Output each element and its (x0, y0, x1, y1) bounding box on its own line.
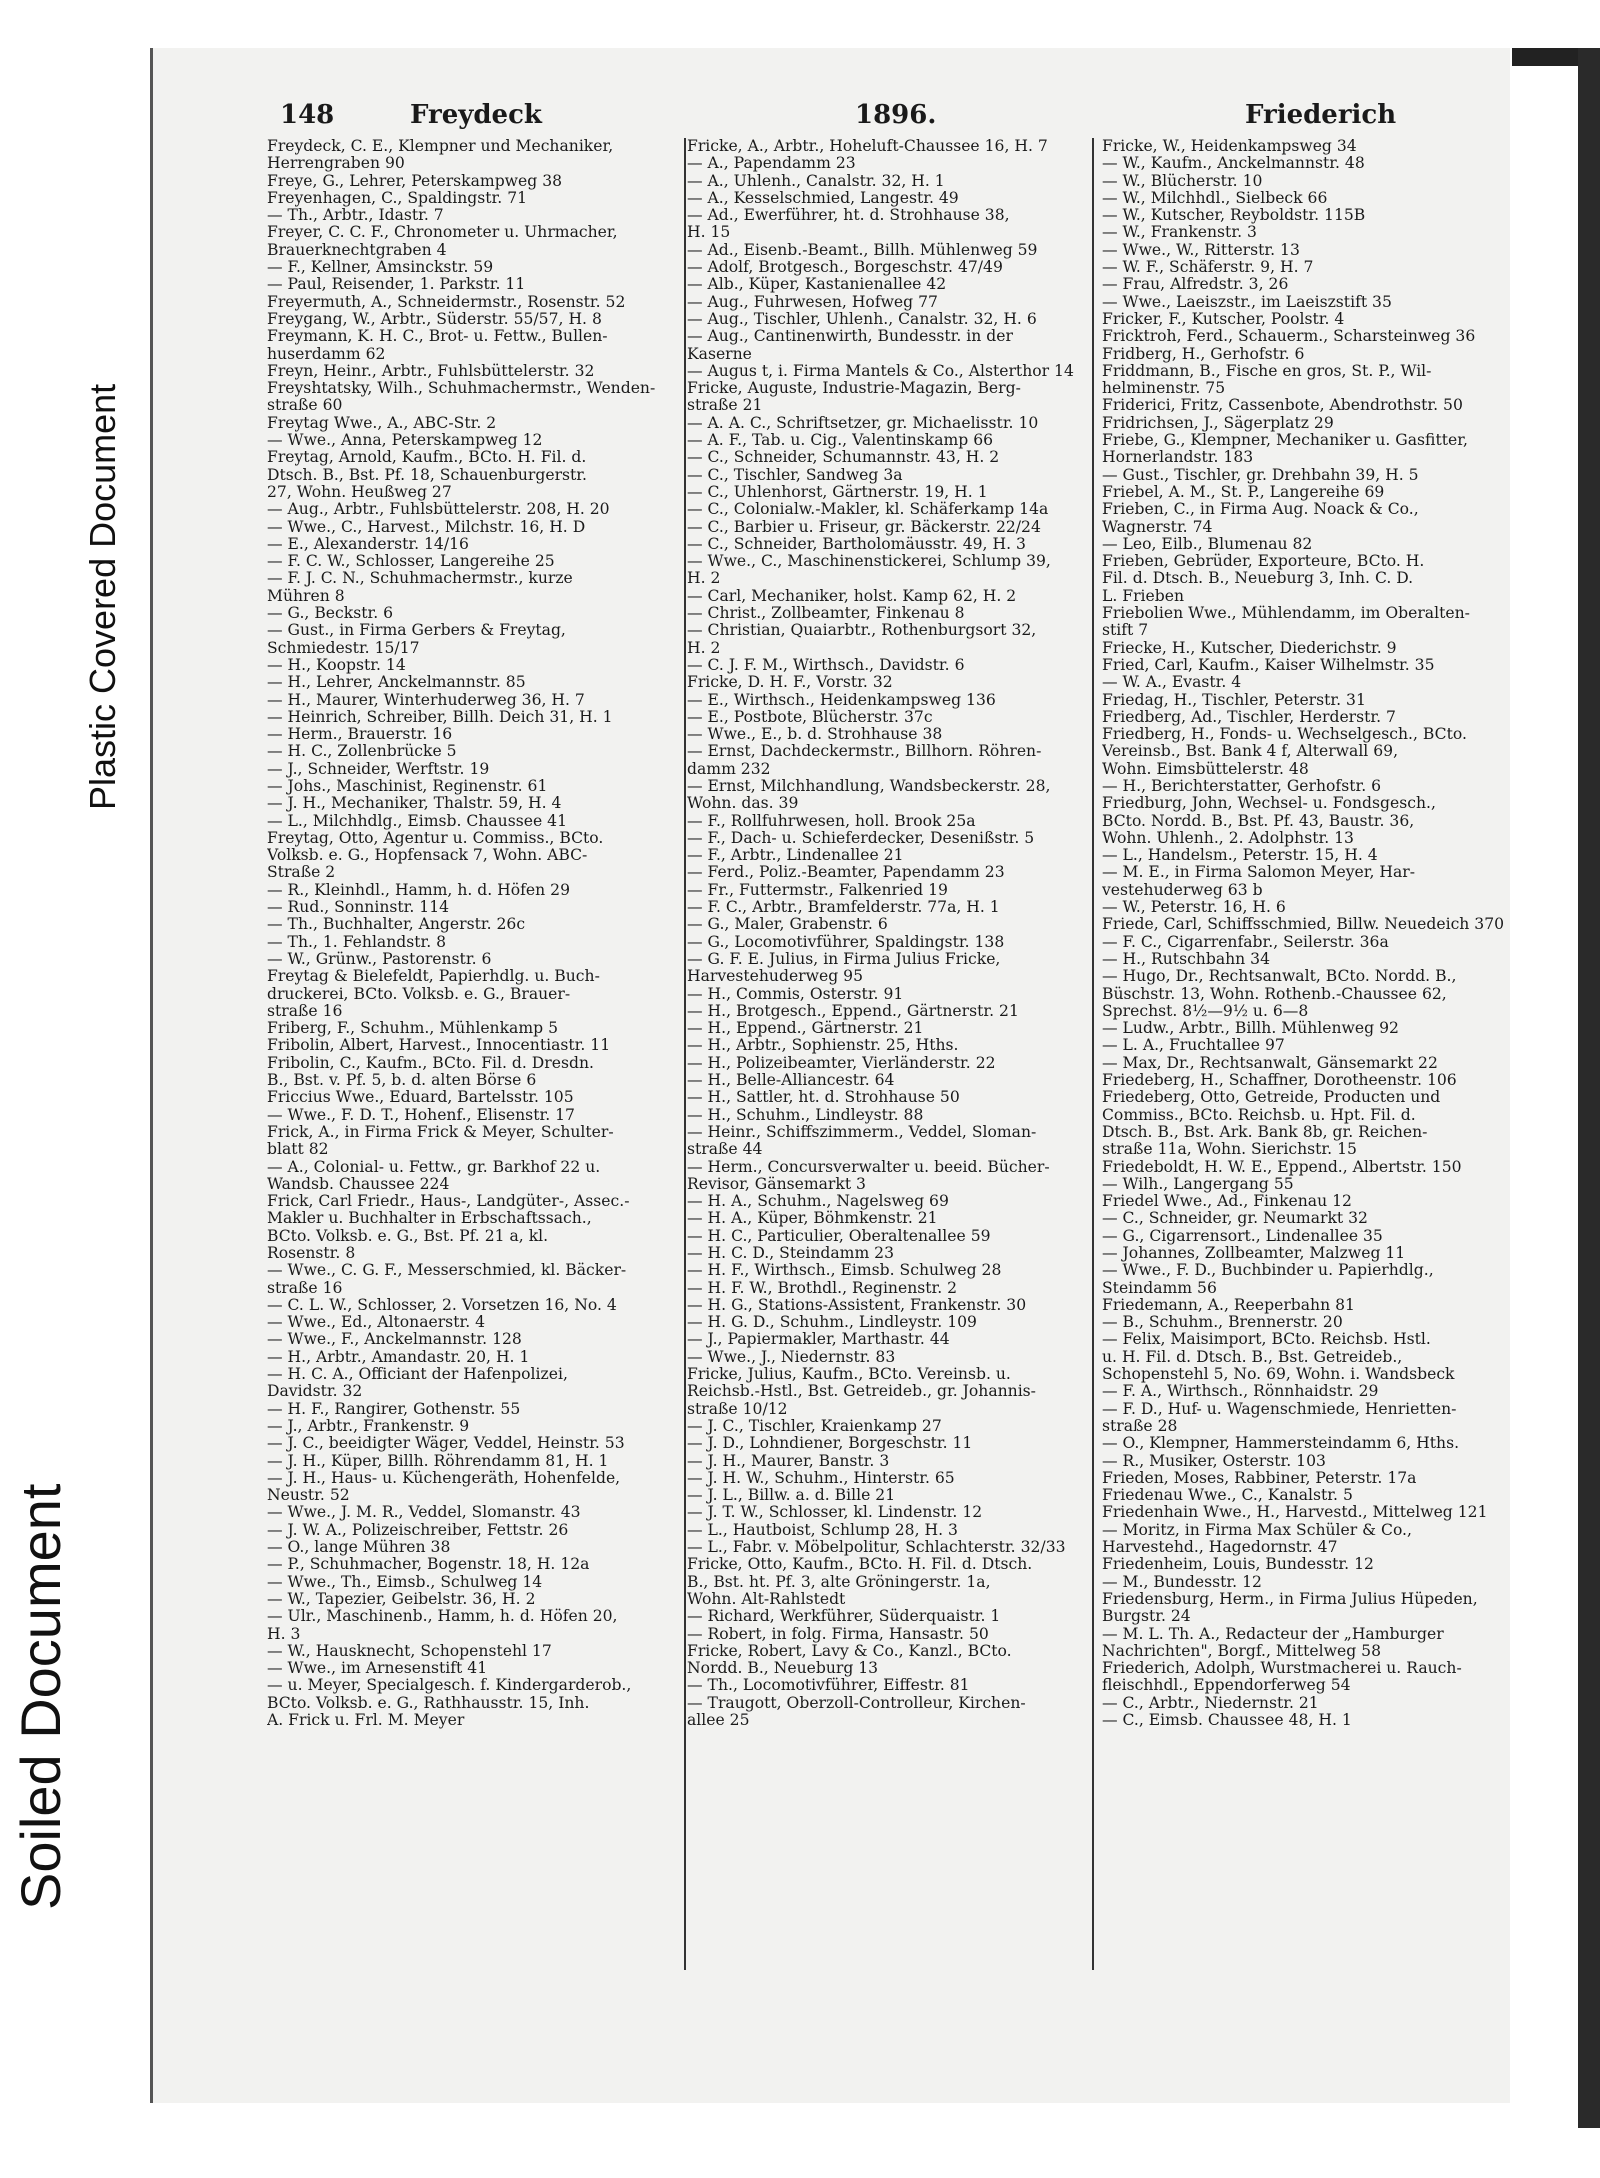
directory-entry-line: druckerei, BCto. Volksb. e. G., Brauer- (267, 985, 571, 1003)
directory-entry-line: Harvestehuderweg 95 (687, 968, 863, 986)
directory-entry-line: Fried, Carl, Kaufm., Kaiser Wilhelmstr. 35 (1102, 656, 1435, 674)
directory-entry-line: helminenstr. 75 (1102, 380, 1226, 398)
directory-entry-line: — L., Handelsm., Peterstr. 15, H. 4 (1102, 847, 1378, 865)
directory-entry-line: — R., Kleinhdl., Hamm, h. d. Höfen 29 (267, 881, 571, 899)
directory-entry-line: — G., Maler, Grabenstr. 6 (687, 916, 888, 934)
directory-entry-line: — C., Barbier u. Friseur, gr. Bäckerstr. 22/24 (687, 518, 1041, 536)
directory-entry-line: — Ulr., Maschinenb., Hamm, h. d. Höfen 20, (267, 1608, 618, 1626)
directory-entry-line: Dtsch. B., Bst. Ark. Bank 8b, gr. Reichen- (1102, 1123, 1428, 1141)
directory-entry-line: Vereinsb., Bst. Bank 4 f, Alterwall 69, (1102, 743, 1399, 761)
directory-entry-line: — H. F., Wirthsch., Eimsb. Schulweg 28 (687, 1262, 1002, 1280)
directory-entry-line: Wohn. Alt-Rahlstedt (687, 1590, 846, 1608)
directory-entry-line: — Fr., Futtermstr., Falkenried 19 (687, 881, 948, 899)
directory-entry-line: — W., Kutscher, Reyboldstr. 115B (1102, 207, 1366, 225)
directory-entry-line: — H., Eppend., Gärtnerstr. 21 (687, 1020, 924, 1038)
directory-entry-line: — J. H., Haus- u. Küchengeräth, Hohenfelde, (267, 1469, 621, 1487)
directory-entry-line: — B., Schuhm., Brennerstr. 20 (1102, 1314, 1343, 1332)
directory-entry-line: — J. T. W., Schlosser, kl. Lindenstr. 12 (687, 1504, 983, 1522)
directory-entry-line: Freye, G., Lehrer, Peterskampweg 38 (267, 172, 563, 190)
directory-entry-line: — W., Grünw., Pastorenstr. 6 (267, 950, 492, 968)
directory-entry-line: Freyenhagen, C., Spaldingstr. 71 (267, 189, 528, 207)
directory-entry-line: Friedberg, Ad., Tischler, Herderstr. 7 (1102, 708, 1396, 726)
directory-entry-line: — M. E., in Firma Salomon Meyer, Har- (1102, 864, 1416, 882)
directory-entry-line: — Wwe., J., Niedernstr. 83 (687, 1348, 896, 1366)
directory-entry-line: Dtsch. B., Bst. Pf. 18, Schauenburgerstr. (267, 466, 587, 484)
directory-entry-line: — Augus t, i. Firma Mantels & Co., Alsterthor 14 (687, 362, 1074, 380)
directory-entry-line: Friderici, Fritz, Cassenbote, Abendrothstr. 50 (1102, 397, 1463, 415)
directory-entry-line: — Wwe., J. M. R., Veddel, Slomanstr. 43 (267, 1504, 581, 1522)
directory-entry-line: Frieben, C., in Firma Aug. Noack & Co., (1102, 501, 1419, 519)
directory-entry-line: straße 10/12 (687, 1400, 788, 1418)
directory-entry-line: Fricke, Julius, Kaufm., BCto. Vereinsb. u. (687, 1366, 1011, 1384)
directory-entry-line: — H., Polizeibeamter, Vierländerstr. 22 (687, 1054, 996, 1072)
directory-entry-line: — R., Musiker, Osterstr. 103 (1102, 1452, 1326, 1470)
directory-entry-line: — H. A., Küper, Böhmkenstr. 21 (687, 1210, 938, 1228)
directory-entry-line: — Wwe., Th., Eimsb., Schulweg 14 (267, 1573, 543, 1591)
directory-entry-line: — Wwe., F. D. T., Hohenf., Elisenstr. 17 (267, 1106, 575, 1124)
directory-entry-line: — C. L. W., Schlosser, 2. Vorsetzen 16, No. 4 (267, 1296, 617, 1314)
directory-entry-line: Wandsb. Chaussee 224 (267, 1175, 450, 1193)
directory-entry-line: B., Bst. ht. Pf. 3, alte Gröningerstr. 1a, (687, 1573, 991, 1591)
directory-entry-line: Friedag, H., Tischler, Peterstr. 31 (1102, 691, 1366, 709)
directory-entry-line: — Herm., Brauerstr. 16 (267, 726, 453, 744)
directory-entry-line: — G., Cigarrensort., Lindenallee 35 (1102, 1227, 1383, 1245)
directory-entry-line: Schopenstehl 5, No. 69, Wohn. i. Wandsbeck (1102, 1366, 1455, 1384)
directory-entry-line: 27, Wohn. Heußweg 27 (267, 483, 452, 501)
directory-entry-line: — E., Alexanderstr. 14/16 (267, 535, 469, 553)
directory-entry-line: H. 2 (687, 639, 721, 657)
directory-entry-line: — Johs., Maschinist, Reginenstr. 61 (267, 777, 548, 795)
directory-entry-line: allee 25 (687, 1712, 750, 1730)
directory-entry-line: Fridberg, H., Gerhofstr. 6 (1102, 345, 1305, 363)
directory-entry-line: — F. C., Arbtr., Bramfelderstr. 77a, H. 1 (687, 899, 1000, 917)
directory-entry-line: Harvestehd., Hagedornstr. 47 (1102, 1539, 1338, 1557)
directory-entry-line: Fricke, W., Heidenkampsweg 34 (1102, 138, 1357, 155)
directory-entry-line: — W., Blücherstr. 10 (1102, 172, 1263, 190)
directory-entry-line: — H. C. A., Officiant der Hafenpolizei, (267, 1366, 568, 1384)
directory-entry-line: Freyermuth, A., Schneidermstr., Rosenstr. 52 (267, 293, 626, 311)
directory-entry-line: — C., Arbtr., Niedernstr. 21 (1102, 1694, 1319, 1712)
directory-entry-line: Friedenheim, Louis, Bundesstr. 12 (1102, 1556, 1374, 1574)
directory-entry-line: — J. H., Mechaniker, Thalstr. 59, H. 4 (267, 795, 562, 813)
directory-entry-line: — F., Kellner, Amsinckstr. 59 (267, 259, 494, 277)
directory-entry-line: — Max, Dr., Rechtsanwalt, Gänsemarkt 22 (1102, 1054, 1438, 1072)
directory-entry-line: — Moritz, in Firma Max Schüler & Co., (1102, 1521, 1412, 1539)
directory-entry-line: u. H. Fil. d. Dtsch. B., Bst. Getreideb., (1102, 1348, 1403, 1366)
directory-entry-line: Freytag, Arnold, Kaufm., BCto. H. Fil. d. (267, 449, 587, 467)
directory-entry-line: BCto. Volksb. e. G., Rathhausstr. 15, Inh. (267, 1694, 590, 1712)
directory-entry-line: — C., Eimsb. Chaussee 48, H. 1 (1102, 1712, 1352, 1730)
directory-entry-line: — Johannes, Zollbeamter, Malzweg 11 (1102, 1245, 1406, 1262)
directory-entry-line: — M. L. Th. A., Redacteur der „Hamburger (1102, 1625, 1444, 1643)
directory-entry-line: L. Frieben (1102, 587, 1185, 605)
directory-entry-line: — J. C., Tischler, Kraienkamp 27 (687, 1417, 942, 1435)
directory-entry-line: — Wwe., Anna, Peterskampweg 12 (267, 432, 543, 450)
directory-entry-line: Frieden, Moses, Rabbiner, Peterstr. 17a (1102, 1469, 1417, 1487)
directory-entry-line: — Leo, Eilb., Blumenau 82 (1102, 535, 1313, 553)
directory-entry-line: Friederich, Adolph, Wurstmacherei u. Rauch- (1102, 1660, 1462, 1678)
directory-entry-line: — E., Wirthsch., Heidenkampsweg 136 (687, 691, 996, 709)
directory-entry-line: straße 16 (267, 1002, 343, 1020)
directory-entry-line: Davidstr. 32 (267, 1383, 363, 1401)
directory-entry-line: — J. H., Maurer, Banstr. 3 (687, 1452, 890, 1470)
directory-entry-line: — Ludw., Arbtr., Billh. Mühlenweg 92 (1102, 1020, 1399, 1038)
directory-entry-line: Friedburg, John, Wechsel- u. Fondsgesch., (1102, 795, 1436, 813)
directory-entry-line: Friddmann, B., Fische en gros, St. P., Wil- (1102, 362, 1432, 380)
directory-entry-line: — G., Locomotivführer, Spaldingstr. 138 (687, 933, 1005, 951)
directory-entry-line: — Heinrich, Schreiber, Billh. Deich 31, H. 1 (267, 708, 613, 726)
directory-entry-line: — L., Hautboist, Schlump 28, H. 3 (687, 1521, 958, 1539)
directory-entry-line: — J. W. A., Polizeischreiber, Fettstr. 26 (267, 1521, 569, 1539)
directory-entry-line: — W., Milchhdl., Sielbeck 66 (1102, 189, 1328, 207)
directory-entry-line: Friedel Wwe., Ad., Finkenau 12 (1102, 1193, 1352, 1211)
left-margin (0, 0, 140, 2177)
directory-entry-line: — H. C. D., Steindamm 23 (687, 1245, 895, 1262)
directory-entry-line: Hornerlandstr. 183 (1102, 449, 1254, 467)
directory-entry-line: — P., Schuhmacher, Bogenstr. 18, H. 12a (267, 1556, 590, 1574)
directory-entry-line: — W., Kaufm., Anckelmannstr. 48 (1102, 155, 1365, 173)
directory-entry-line: — Wwe., F. D., Buchbinder u. Papierhdlg., (1102, 1262, 1434, 1280)
directory-entry-line: Freygang, W., Arbtr., Süderstr. 55/57, H. 8 (267, 310, 602, 328)
directory-entry-line: straße 28 (1102, 1417, 1178, 1435)
directory-entry-line: Friebolien Wwe., Mühlendamm, im Oberalten- (1102, 605, 1470, 623)
directory-entry-line: — W., Peterstr. 16, H. 6 (1102, 899, 1286, 917)
directory-entry-line: damm 232 (687, 760, 771, 778)
directory-entry-line: straße 11a, Wohn. Sierichstr. 15 (1102, 1141, 1357, 1159)
directory-entry-line: Fricke, Robert, Lavy & Co., Kanzl., BCto. (687, 1642, 1012, 1660)
directory-entry-line: — A. F., Tab. u. Cig., Valentinskamp 66 (687, 432, 994, 450)
directory-entry-line: — Felix, Maisimport, BCto. Reichsb. Hstl. (1102, 1331, 1431, 1349)
directory-entry-line: — H., Sattler, ht. d. Strohhause 50 (687, 1089, 960, 1107)
directory-entry-line: — Wwe., Laeiszstr., im Laeiszstift 35 (1102, 293, 1392, 311)
directory-entry-line: — F. C., Cigarrenfabr., Seilerstr. 36a (1102, 933, 1389, 951)
directory-entry-line: Friecke, H., Kutscher, Diederichstr. 9 (1102, 639, 1397, 657)
directory-entry-line: straße 21 (687, 397, 763, 415)
directory-entry-line: — Traugott, Oberzoll-Controlleur, Kirchen- (687, 1694, 1026, 1712)
directory-entry-line: Herrengraben 90 (267, 155, 405, 173)
directory-entry-line: Freyshtatsky, Wilh., Schuhmachermstr., Wenden- (267, 380, 656, 398)
directory-entry-line: — Herm., Concursverwalter u. beeid. Bücher- (687, 1158, 1050, 1176)
directory-entry-line: — O., Klempner, Hammersteindamm 6, Hths. (1102, 1435, 1460, 1453)
directory-entry-line: Fricke, Auguste, Industrie-Magazin, Berg- (687, 380, 1021, 398)
directory-entry-line: Friede, Carl, Schiffsschmied, Billw. Neuedeich 370 (1102, 916, 1505, 934)
directory-entry-line: Fricktroh, Ferd., Schauerm., Scharsteinweg 36 (1102, 328, 1476, 346)
directory-entry-line: huserdamm 62 (267, 345, 386, 363)
directory-entry-line: Wagnerstr. 74 (1102, 518, 1213, 536)
directory-entry-line: — H. A., Schuhm., Nagelsweg 69 (687, 1193, 949, 1211)
directory-entry-line: — Wwe., Ed., Altonaerstr. 4 (267, 1314, 486, 1332)
directory-entry-line: — Th., 1. Fehlandstr. 8 (267, 933, 447, 951)
directory-entry-line: — Ferd., Poliz.-Beamter, Papendamm 23 (687, 864, 1005, 882)
directory-entry-line: H. 2 (687, 570, 721, 588)
directory-entry-line: Straße 2 (267, 864, 336, 882)
directory-entry-line: Frick, A., in Firma Frick & Meyer, Schulter- (267, 1123, 614, 1141)
directory-entry-line: blatt 82 (267, 1141, 329, 1159)
directory-entry-line: — Gust., in Firma Gerbers & Freytag, (267, 622, 566, 640)
directory-entry-line: — Gust., Tischler, gr. Drehbahn 39, H. 5 (1102, 466, 1419, 484)
directory-entry-line: — A. A. C., Schriftsetzer, gr. Michaelisstr. 10 (687, 414, 1039, 432)
directory-entry-line: — Aug., Fuhrwesen, Hofweg 77 (687, 293, 938, 311)
directory-entry-line: — L. A., Fruchtallee 97 (1102, 1037, 1285, 1055)
directory-entry-line: — Christian, Quaiarbtr., Rothenburgsort 32, (687, 622, 1037, 640)
directory-entry-line: — J., Arbtr., Frankenstr. 9 (267, 1417, 470, 1435)
directory-entry-line: — Aug., Arbtr., Fuhlsbüttelerstr. 208, H. 20 (267, 501, 610, 519)
directory-entry-line: — L., Fabr. v. Möbelpolitur, Schlachterstr. 32/33 (687, 1539, 1066, 1557)
directory-entry-line: — C. J. F. M., Wirthsch., Davidstr. 6 (687, 656, 965, 674)
directory-entry-line: — Ad., Eisenb.-Beamt., Billh. Mühlenweg 59 (687, 241, 1038, 259)
right-keyword: Friederich (1245, 100, 1397, 130)
directory-entry-line: — Ernst, Milchhandlung, Wandsbeckerstr. 28, (687, 777, 1051, 795)
directory-entry-line: Freytag Wwe., A., ABC-Str. 2 (267, 414, 497, 432)
directory-entry-line: Burgstr. 24 (1102, 1608, 1191, 1626)
directory-entry-line: Wohn. das. 39 (687, 795, 799, 813)
directory-entry-line: Kaserne (687, 345, 752, 363)
directory-entry-line: — C., Schneider, Schumannstr. 43, H. 2 (687, 449, 1000, 467)
directory-entry-line: — Wwe., im Arnesenstift 41 (267, 1660, 488, 1678)
directory-entry-line: vestehuderweg 63 b (1102, 881, 1263, 899)
directory-entry-line: Nachrichten", Borgf., Mittelweg 58 (1102, 1642, 1381, 1660)
directory-entry-line: — Th., Buchhalter, Angerstr. 26c (267, 916, 526, 934)
column-1 (267, 138, 685, 1729)
directory-entry-line: Commiss., BCto. Reichsb. u. Hpt. Fil. d. (1102, 1106, 1416, 1124)
directory-entry-line: — J., Schneider, Werftstr. 19 (267, 760, 490, 778)
page-number: 148 (280, 100, 335, 130)
directory-entry-line: — J. D., Lohndiener, Borgeschstr. 11 (687, 1435, 973, 1453)
left-keyword: Freydeck (410, 100, 542, 130)
directory-entry-line: A. Frick u. Frl. M. Meyer (267, 1712, 465, 1730)
directory-entry-line: Friebe, G., Klempner, Mechaniker u. Gasfitter, (1102, 432, 1468, 450)
directory-entry-line: Nordd. B., Neueburg 13 (687, 1660, 879, 1678)
directory-entry-line: — Rud., Sonninstr. 114 (267, 899, 450, 917)
directory-entry-line: — H., Maurer, Winterhuderweg 36, H. 7 (267, 691, 585, 709)
directory-entry-line: Fricker, F., Kutscher, Poolstr. 4 (1102, 310, 1345, 328)
directory-entry-line: — L., Milchhdlg., Eimsb. Chaussee 41 (267, 812, 567, 830)
directory-entry-line: Fricke, A., Arbtr., Hoheluft-Chaussee 16, H. 7 (687, 138, 1048, 155)
directory-entry-line: Büschstr. 13, Wohn. Rothenb.-Chaussee 62, (1102, 985, 1447, 1003)
directory-entry-line: Fricke, Otto, Kaufm., BCto. H. Fil. d. Dtsch. (687, 1556, 1033, 1574)
directory-entry-line: straße 44 (687, 1141, 763, 1159)
directory-entry-line: — H., Koopstr. 14 (267, 656, 406, 674)
directory-entry-line: fleischhdl., Eppendorferweg 54 (1102, 1677, 1351, 1695)
directory-entry-line: — C., Uhlenhorst, Gärtnerstr. 19, H. 1 (687, 483, 988, 501)
directory-entry-line: Fribolin, C., Kaufm., BCto. Fil. d. Dresdn. (267, 1054, 594, 1072)
directory-entry-line: — F. J. C. N., Schuhmachermstr., kurze (267, 570, 573, 588)
directory-entry-line: — Richard, Werkführer, Süderquaistr. 1 (687, 1608, 1001, 1626)
directory-entry-line: Steindamm 56 (1102, 1279, 1217, 1297)
directory-entry-line: H. 3 (267, 1625, 301, 1643)
directory-entry-line: — H., Schuhm., Lindleystr. 88 (687, 1106, 924, 1124)
directory-entry-line: — G., Beckstr. 6 (267, 605, 394, 623)
directory-entry-line: — H., Arbtr., Amandastr. 20, H. 1 (267, 1348, 530, 1366)
directory-entry-line: — J. H. W., Schuhm., Hinterstr. 65 (687, 1469, 955, 1487)
directory-entry-line: — M., Bundesstr. 12 (1102, 1573, 1262, 1591)
directory-entry-line: Fil. d. Dtsch. B., Neueburg 3, Inh. C. D. (1102, 570, 1414, 588)
directory-entry-line: — Paul, Reisender, 1. Parkstr. 11 (267, 276, 526, 294)
directory-entry-line: — E., Postbote, Blücherstr. 37c (687, 708, 933, 726)
directory-entry-line: Freyn, Heinr., Arbtr., Fuhlsbüttelerstr. 32 (267, 362, 595, 380)
directory-entry-line: — H. C., Particulier, Oberaltenallee 59 (687, 1227, 991, 1245)
directory-entry-line: — F., Arbtr., Lindenallee 21 (687, 847, 904, 865)
directory-entry-line: — C., Colonialw.-Makler, kl. Schäferkamp 14a (687, 501, 1049, 519)
directory-entry-line: Friedemann, A., Reeperbahn 81 (1102, 1296, 1355, 1314)
directory-entry-line: — Carl, Mechaniker, holst. Kamp 62, H. 2 (687, 587, 1017, 605)
directory-entry-line: — A., Papendamm 23 (687, 155, 856, 173)
page-edge-line (1578, 48, 1600, 2128)
directory-entry-line: — C., Schneider, gr. Neumarkt 32 (1102, 1210, 1368, 1228)
directory-entry-line: — A., Colonial- u. Fettw., gr. Barkhof 22 u. (267, 1158, 601, 1176)
directory-entry-line: — J. C., beeidigter Wäger, Veddel, Heinstr. 53 (267, 1435, 625, 1453)
directory-entry-line: — Christ., Zollbeamter, Finkenau 8 (687, 605, 965, 623)
directory-entry-line: — W., Tapezier, Geibelstr. 36, H. 2 (267, 1590, 536, 1608)
directory-entry-line: — H., Rutschbahn 34 (1102, 950, 1271, 968)
directory-entry-line: — W. A., Evastr. 4 (1102, 674, 1242, 692)
directory-entry-line: — H., Commis, Osterstr. 91 (687, 985, 904, 1003)
directory-entry-line: Wohn. Uhlenh., 2. Adolphstr. 13 (1102, 829, 1354, 847)
directory-entry-line: — H. F., Rangirer, Gothenstr. 55 (267, 1400, 521, 1418)
directory-entry-line: — H., Belle-Alliancestr. 64 (687, 1072, 895, 1090)
directory-entry-line: — F. D., Huf- u. Wagenschmiede, Henrietten- (1102, 1400, 1457, 1418)
column-2 (687, 138, 1095, 1729)
directory-entry-line: Revisor, Gänsemarkt 3 (687, 1175, 866, 1193)
directory-entry-line: H. 15 (687, 224, 731, 242)
year: 1896. (855, 100, 937, 130)
directory-entry-line: — Wwe., E., b. d. Strohhause 38 (687, 726, 943, 744)
directory-entry-line: Friedberg, H., Fonds- u. Wechselgesch., BCto. (1102, 726, 1467, 744)
directory-entry-line: Friedeberg, Otto, Getreide, Producten und (1102, 1089, 1441, 1107)
directory-entry-line: Friccius Wwe., Eduard, Bartelsstr. 105 (267, 1089, 574, 1107)
directory-entry-line: — H. C., Zollenbrücke 5 (267, 743, 457, 761)
directory-entry-line: — Wwe., W., Ritterstr. 13 (1102, 241, 1300, 259)
directory-entry-line: — H. G., Stations-Assistent, Frankenstr. 30 (687, 1296, 1027, 1314)
directory-entry-line: — F., Rollfuhrwesen, holl. Brook 25a (687, 812, 976, 830)
directory-entry-line: Freymann, K. H. C., Brot- u. Fettw., Bullen- (267, 328, 608, 346)
directory-entry-line: Friedenau Wwe., C., Kanalstr. 5 (1102, 1487, 1353, 1505)
directory-entry-line: — A., Kesselschmied, Langestr. 49 (687, 189, 959, 207)
directory-entry-line: — W. F., Schäferstr. 9, H. 7 (1102, 259, 1314, 277)
directory-entry-line: Freytag, Otto, Agentur u. Commiss., BCto. (267, 829, 604, 847)
directory-entry-line: — C., Schneider, Bartholomäusstr. 49, H. 3 (687, 535, 1026, 553)
directory-entry-line: Freydeck, C. E., Klempner und Mechaniker, (267, 138, 614, 155)
soiled-document-label: Soiled Document (9, 1483, 72, 1910)
directory-entry-line: — Th., Locomotivführer, Eiffestr. 81 (687, 1677, 970, 1695)
directory-entry-line: Rosenstr. 8 (267, 1245, 356, 1262)
directory-entry-line: — H., Brotgesch., Eppend., Gärtnerstr. 21 (687, 1002, 1019, 1020)
directory-entry-line: — Ad., Ewerführer, ht. d. Strohhause 38, (687, 207, 1010, 225)
plastic-covered-label: Plastic Covered Document (82, 383, 123, 810)
directory-entry-line: — W., Hausknecht, Schopenstehl 17 (267, 1642, 552, 1660)
directory-entry-line: — J. H., Küper, Billh. Röhrendamm 81, H. 1 (267, 1452, 609, 1470)
directory-entry-line: Reichsb.-Hstl., Bst. Getreideb., gr. Johannis- (687, 1383, 1036, 1401)
directory-entry-line: — F., Dach- u. Schieferdecker, Desenißstr. 5 (687, 829, 1035, 847)
directory-entry-line: — J. L., Billw. a. d. Bille 21 (687, 1487, 896, 1505)
directory-entry-line: — W., Frankenstr. 3 (1102, 224, 1257, 242)
directory-entry-line: — J., Papiermakler, Marthastr. 44 (687, 1331, 950, 1349)
directory-entry-line: Friberg, F., Schuhm., Mühlenkamp 5 (267, 1020, 558, 1038)
directory-entry-line: Friedensburg, Herm., in Firma Julius Hüpeden, (1102, 1590, 1478, 1608)
directory-entry-line: — Frau, Alfredstr. 3, 26 (1102, 276, 1289, 294)
directory-entry-line: — Aug., Tischler, Uhlenh., Canalstr. 32, H. 6 (687, 310, 1037, 328)
column-3 (1102, 138, 1510, 1729)
directory-entry-line: — Wwe., C., Harvest., Milchstr. 16, H. D (267, 518, 586, 536)
directory-entry-line: — Wilh., Langergang 55 (1102, 1175, 1294, 1193)
directory-entry-line: — Robert, in folg. Firma, Hansastr. 50 (687, 1625, 989, 1643)
directory-entry-line: Fribolin, Albert, Harvest., Innocentiastr. 11 (267, 1037, 611, 1055)
directory-entry-line: — C., Tischler, Sandweg 3a (687, 466, 903, 484)
directory-entry-line: straße 16 (267, 1279, 343, 1297)
directory-entry-line: Makler u. Buchhalter in Erbschaftssach., (267, 1210, 592, 1228)
directory-entry-line: Fricke, D. H. F., Vorstr. 32 (687, 674, 893, 692)
directory-entry-line: — H., Arbtr., Sophienstr. 25, Hths. (687, 1037, 959, 1055)
directory-entry-line: Frieben, Gebrüder, Exporteure, BCto. H. (1102, 553, 1425, 571)
directory-entry-line: Frick, Carl Friedr., Haus-, Landgüter-, Assec.- (267, 1193, 630, 1211)
directory-entry-line: Friedenhain Wwe., H., Harvestd., Mittelweg 121 (1102, 1504, 1488, 1522)
directory-entry-line: stift 7 (1102, 622, 1149, 640)
directory-entry-line: — H., Lehrer, Anckelmannstr. 85 (267, 674, 526, 692)
directory-entry-line: — Wwe., F., Anckelmannstr. 128 (267, 1331, 522, 1349)
directory-entry-line: — u. Meyer, Specialgesch. f. Kindergarderob., (267, 1677, 632, 1695)
directory-entry-line: Schmiedestr. 15/17 (267, 639, 420, 657)
directory-entry-line: — F. A., Wirthsch., Rönnhaidstr. 29 (1102, 1383, 1379, 1401)
directory-entry-line: BCto. Nordd. B., Bst. Pf. 43, Baustr. 36, (1102, 812, 1415, 830)
directory-entry-line: Neustr. 52 (267, 1487, 350, 1505)
directory-entry-line: — O., lange Mühren 38 (267, 1539, 451, 1557)
directory-entry-line: Freyer, C. C. F., Chronometer u. Uhrmacher, (267, 224, 618, 242)
directory-entry-line: — Adolf, Brotgesch., Borgeschstr. 47/49 (687, 259, 1003, 277)
directory-entry-line: — F. C. W., Schlosser, Langereihe 25 (267, 553, 555, 571)
directory-entry-line: Sprechst. 8½—9½ u. 6—8 (1102, 1002, 1309, 1020)
directory-entry-line: Friebel, A. M., St. P., Langereihe 69 (1102, 483, 1385, 501)
directory-entry-line: Volksb. e. G., Hopfensack 7, Wohn. ABC- (267, 847, 588, 865)
directory-entry-line: — G. F. E. Julius, in Firma Julius Fricke, (687, 950, 1001, 968)
directory-entry-line: straße 60 (267, 397, 343, 415)
directory-entry-line: — Th., Arbtr., Idastr. 7 (267, 207, 444, 225)
directory-entry-line: — Wwe., C. G. F., Messerschmied, kl. Bäcker- (267, 1262, 627, 1280)
directory-entry-line: — Alb., Küper, Kastanienallee 42 (687, 276, 947, 294)
directory-entry-line: Friedeberg, H., Schaffner, Dorotheenstr. 106 (1102, 1072, 1457, 1090)
directory-entry-line: — Hugo, Dr., Rechtsanwalt, BCto. Nordd. B., (1102, 968, 1457, 986)
directory-entry-line: BCto. Volksb. e. G., Bst. Pf. 21 a, kl. (267, 1227, 549, 1245)
directory-entry-line: Fridrichsen, J., Sägerplatz 29 (1102, 414, 1334, 432)
directory-entry-line: — A., Uhlenh., Canalstr. 32, H. 1 (687, 172, 945, 190)
directory-entry-line: Brauerknechtgraben 4 (267, 241, 447, 259)
directory-entry-line: Freytag & Bielefeldt, Papierhdlg. u. Buch- (267, 968, 600, 986)
directory-entry-line: — H. G. D., Schuhm., Lindleystr. 109 (687, 1314, 977, 1332)
directory-entry-line: — H., Berichterstatter, Gerhofstr. 6 (1102, 777, 1382, 795)
directory-entry-line: Friedeboldt, H. W. E., Eppend., Albertstr. 150 (1102, 1158, 1462, 1176)
directory-entry-line: — Heinr., Schiffszimmerm., Veddel, Sloman- (687, 1123, 1037, 1141)
directory-entry-line: — Ernst, Dachdeckermstr., Billhorn. Röhren- (687, 743, 1042, 761)
directory-entry-line: — Aug., Cantinenwirth, Bundesstr. in der (687, 328, 1013, 346)
directory-entry-line: Mühren 8 (267, 587, 345, 605)
directory-entry-line: B., Bst. v. Pf. 5, b. d. alten Börse 6 (267, 1072, 537, 1090)
directory-entry-line: Wohn. Eimsbüttelerstr. 48 (1102, 760, 1309, 778)
directory-entry-line: — H. F. W., Brothdl., Reginenstr. 2 (687, 1279, 958, 1297)
directory-entry-line: — Wwe., C., Maschinenstickerei, Schlump 39, (687, 553, 1051, 571)
